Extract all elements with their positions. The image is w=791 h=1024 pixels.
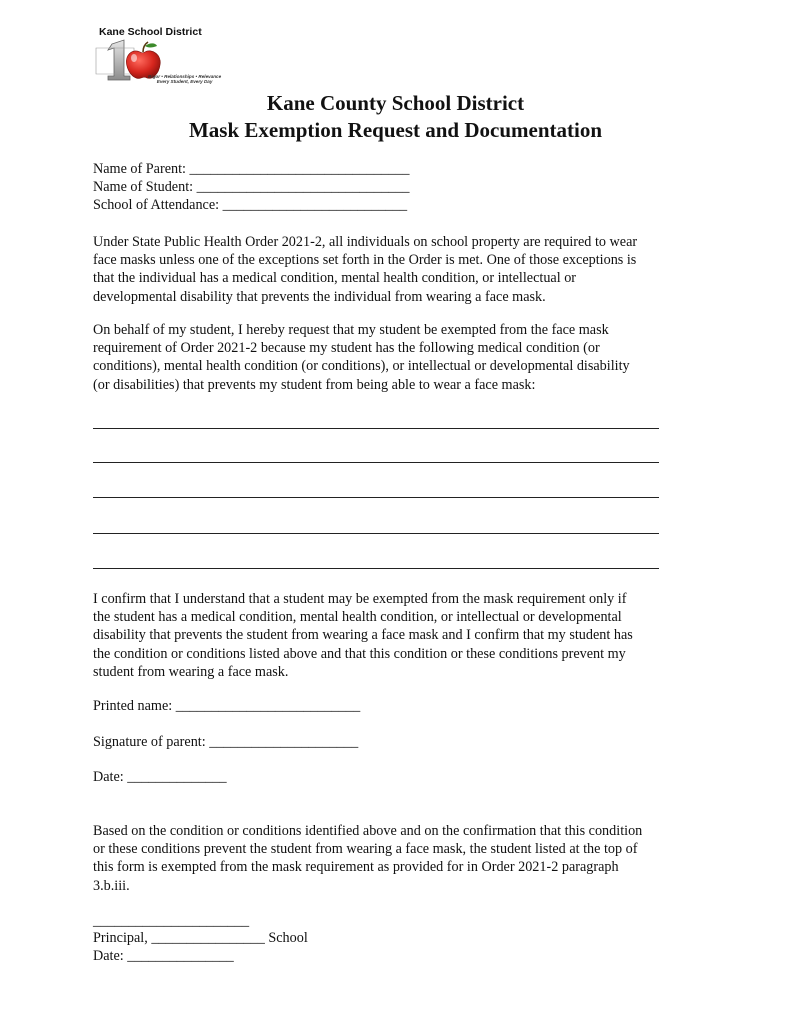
para4-line: 3.b.iii. [93,877,130,894]
para4-line: this form is exempted from the mask requirement as provided for in Order 2021-2 paragraph [93,859,619,876]
date-field: Date: ______________ [93,769,227,785]
condition-answer-line [93,533,659,534]
para3-line: the condition or conditions listed above and that this condition or these conditions prevent my [93,645,626,662]
para1-line: face masks unless one of the exceptions set forth in the Order is met. One of those exceptions is [93,252,637,269]
para2-line: requirement of Order 2021-2 because my student has the following medical condition (or [93,340,600,357]
logo-tagline-2: Every Student, Every Day [156,79,213,85]
principal-date-field: Date: _______________ [93,948,234,964]
para2-line: (or disabilities) that prevents my student from being able to wear a face mask: [93,376,536,393]
principal-school-field: Principal, ________________ School [93,930,308,946]
printed-name-field: Printed name: __________________________ [93,698,361,714]
district-logo [94,22,224,92]
condition-answer-line [93,497,659,498]
para1-line: that the individual has a medical condition, mental health condition, or intellectual or [93,270,577,287]
para2-line: On behalf of my student, I hereby request that my student be exempted from the face mask [93,322,609,338]
para1-line: developmental disability that prevents the individual from wearing a face mask. [93,288,546,305]
para4-line: Based on the condition or conditions identified above and on the confirmation that this condition [93,823,643,839]
para3-line: the student has a medical condition, mental health condition, or intellectual or developmental [93,609,622,626]
student-name-field: Name of Student: ______________________________ [93,179,410,195]
condition-answer-line [93,462,659,463]
paragraph-request [93,321,703,394]
para2-line: conditions), mental health condition (or conditions), or intellectual or developmental disability [93,358,630,375]
parent-signature-field: Signature of parent: _____________________ [93,734,359,750]
logo-tagline [148,74,221,85]
logo-tagline-1: Rigor • Relationships • Relevance [148,74,222,79]
paragraph-exemption [93,822,703,895]
para3-line: student from wearing a face mask. [93,663,289,680]
paragraph-confirm [93,590,703,681]
paragraph-order [93,233,703,306]
school-field: School of Attendance: __________________________ [93,197,408,213]
title-line-1: Kane County School District [266,91,525,115]
condition-answer-line [93,568,659,569]
parent-name-field: Name of Parent: _______________________________ [93,161,410,177]
para3-line: disability that prevents the student from wearing a face mask and I confirm that my student has [93,627,633,644]
title-line-2: Mask Exemption Request and Documentation [188,118,603,142]
logo-title: Kane School District [99,26,202,38]
para4-line: or these conditions prevent the student from wearing a face mask, the student listed at the top of [93,841,638,858]
para1-line: Under State Public Health Order 2021-2, all individuals on school property are required to wear [93,234,638,250]
apple-one-icon [94,38,224,94]
principal-signature-line: ______________________ [93,913,250,929]
para3-line: I confirm that I understand that a student may be exempted from the mask requirement only if [93,591,627,607]
condition-answer-line [93,428,659,429]
